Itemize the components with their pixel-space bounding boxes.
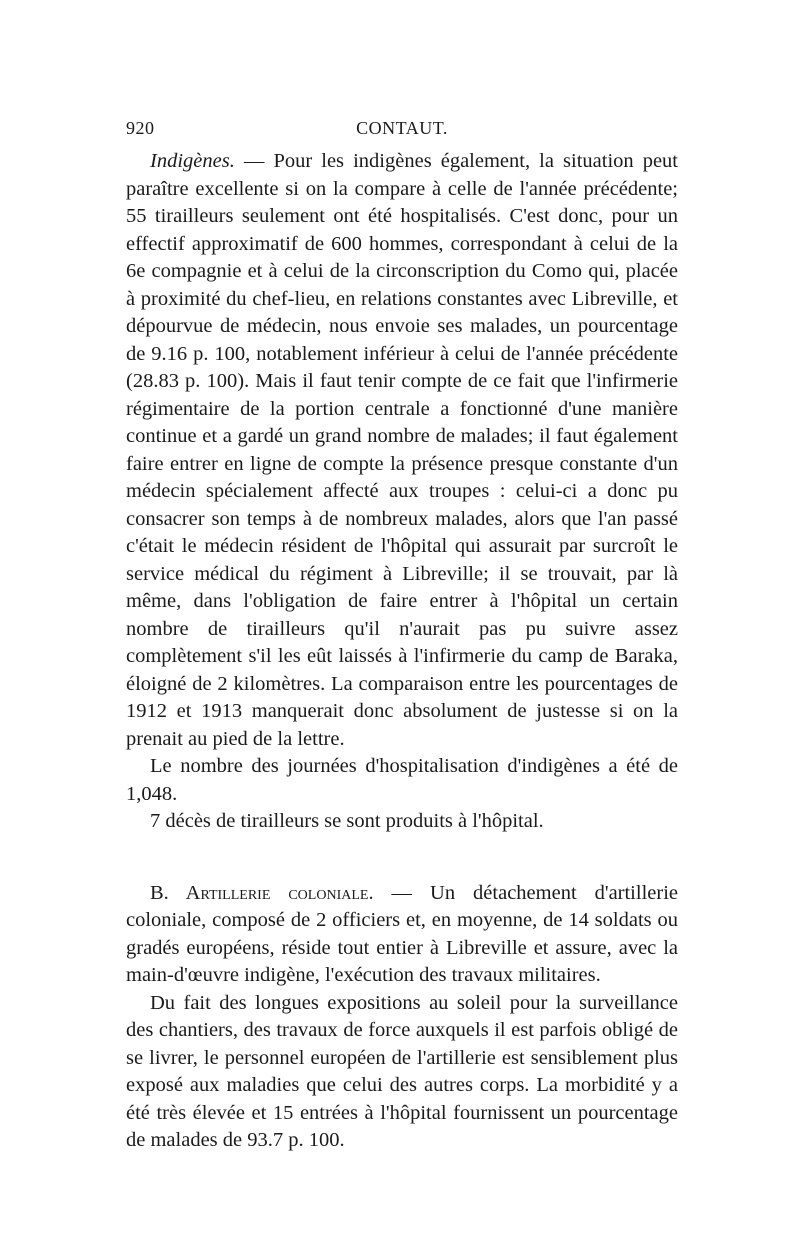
paragraph-deaths: 7 décès de tirailleurs se sont produits à l'hôpital. — [150, 810, 544, 832]
page-number: 920 — [126, 118, 155, 138]
running-title: CONTAUT. — [356, 118, 448, 138]
paragraph-hospitalisation-days: Le nombre des journées d'hospitalisation d'indigènes a été de 1,048. — [126, 755, 678, 805]
paragraph-artillerie — [126, 880, 678, 990]
running-header — [126, 118, 678, 148]
paragraph-morbidite: Du fait des longues expositions au soleil pour la surveillance des chantiers, des travaux de force auxquels il est parfois obligé de se livrer, le personnel européen de l'artillerie est sensiblement plus exposé aux maladies que celui des autres corps. La morbidité y a été très élevée et 15 entrées à l'hôpital fournissent un pourcentage de malades de 93.7 p. 100. — [126, 991, 678, 1151]
paragraph-text-indigenes: — Pour les indigènes également, la situation peut paraître excellente si on la compare à celle de l'année précédente; 55 tirailleurs seulement ont été hospitalisés. C'est donc, pour un effectif approximatif de 600 hommes, correspondant à celui de la 6e compagnie et à celui de la circonscription du Como qui, placée à proximité du chef-lieu, en relations constantes avec Libreville, et dépourvue de médecin, nous envoie ses malades, un pourcentage de 9.16 p. 100, notablement inférieur à celui de l'année précédente (28.83 p. 100). Mais il faut tenir compte de ce fait que l'infirmerie régimentaire de la portion centrale a fonctionné d'une manière continue et a gardé un grand nombre de malades; il faut également faire entrer en ligne de compte la présence presque constante d'un médecin spécialement affecté aux troupes : celui-ci a donc pu consacrer son temps à de nombreux malades, alors que l'an passé c'était le médecin résident de l'hôpital qui assurait par surcroît le service médical du régiment à Libreville; il se trouvait, par là même, dans l'obligation de faire entrer à l'hôpital un certain nombre de tirailleurs qu'il n'aurait pas pu suivre assez complètement s'il les eût laissés à l'infirmerie du camp de Baraka, éloigné de 2 kilomètres. La comparaison entre les pourcentages de 1912 et 1913 manquerait donc absolument de justesse si on la prenait au pied de la lettre. — [126, 150, 678, 750]
paragraph-lead-indigenes: Indigènes. — [150, 150, 235, 172]
section-gap — [126, 836, 678, 880]
paragraph-text-artillerie: — Un détachement d'artillerie coloniale, composé de 2 officiers et, en moyenne, de 14 soldats ou gradés européens, réside tout entier à Libreville et assure, avec la main-d'œuvre indigène, l'exécution des travaux militaires. — [126, 881, 678, 986]
book-page — [126, 118, 678, 1155]
section-heading-artillerie: B. Artillerie coloniale. — [150, 881, 374, 904]
paragraph-indigenes — [126, 148, 678, 753]
